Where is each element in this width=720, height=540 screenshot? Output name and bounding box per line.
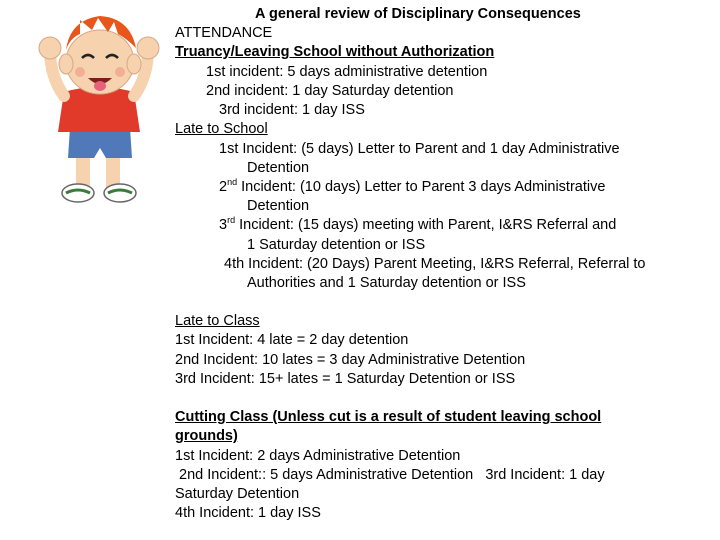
cutting-item: 4th Incident: 1 day ISS (175, 505, 321, 521)
cutting-item: 2nd Incident:: 5 days Administrative Detention 3rd Incident: 1 day (175, 467, 605, 483)
truancy-item: 2nd incident: 1 day Saturday detention (206, 83, 454, 99)
cutting-item: 1st Incident: 2 days Administrative Detention (175, 448, 461, 464)
truancy-item: 1st incident: 5 days administrative detention (206, 64, 488, 80)
late-class-item: 3rd Incident: 15+ lates = 1 Saturday Detention or ISS (175, 371, 516, 387)
late-school-item-cont: Authorities and 1 Saturday detention or ISS (247, 275, 526, 291)
late-school-item: 4th Incident: (20 Days) Parent Meeting, I&RS Referral, Referral to (224, 256, 646, 272)
late-school-item-cont: Detention (247, 198, 310, 214)
late-school-item: 1st Incident: (5 days) Letter to Parent and 1 day Administrative (219, 141, 620, 157)
cutting-item-cont: Saturday Detention (175, 486, 300, 502)
late-school-item: 3rd Incident: (15 days) meeting with Parent, I&RS Referral and (219, 215, 617, 233)
late-class-heading: Late to Class (175, 313, 260, 329)
cutting-heading-cont: grounds) (175, 428, 238, 444)
late-school-item: 2nd Incident: (10 days) Letter to Parent 3 days Administrative (219, 177, 606, 195)
truancy-item: 3rd incident: 1 day ISS (219, 102, 365, 118)
cartoon-boy-illustration (34, 0, 174, 210)
late-school-heading: Late to School (175, 121, 268, 137)
late-school-item-cont: Detention (247, 160, 310, 176)
late-school-item-cont: 1 Saturday detention or ISS (247, 237, 426, 253)
cutting-heading: Cutting Class (Unless cut is a result of student leaving school (175, 409, 602, 425)
late-class-item: 2nd Incident: 10 lates = 3 day Administrative Detention (175, 352, 526, 368)
page-title: A general review of Disciplinary Consequences (255, 6, 581, 22)
truancy-heading: Truancy/Leaving School without Authorization (175, 44, 495, 60)
late-class-item: 1st Incident: 4 late = 2 day detention (175, 332, 409, 348)
attendance-heading: ATTENDANCE (175, 25, 273, 41)
